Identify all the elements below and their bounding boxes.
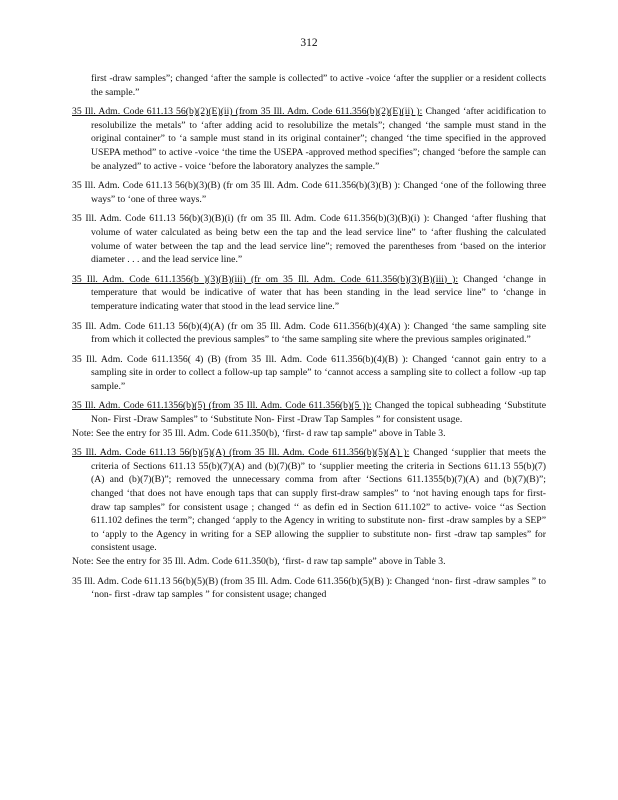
amendment-entry <box>72 320 546 347</box>
entry-text: Changed the topical subheading ‘Substitute Non- First -Draw Samples” to ‘Substitute Non- First -Draw Tap Samples ” for consistent usage. <box>91 400 547 426</box>
page-number: 312 <box>300 37 318 49</box>
entry-text: Changed ‘cannot gain entry to a sampling site in order to collect a follow-up tap sample” to ‘cannot access a sampling site to collect a follow -up tap sample.” <box>91 353 547 392</box>
amendment-entry <box>72 179 546 206</box>
citation-heading: 35 Ill. Adm. Code 611.13 56(b)(3)(B)(i) (fr om 35 Ill. Adm. Code 611.356(b)(3)(B)(i) ): <box>72 213 430 225</box>
amendment-entry <box>72 353 546 394</box>
amendment-entry <box>72 72 546 99</box>
entry-text: first -draw samples”; changed ‘after the sample is collected” to active -voice ‘after the supplier or a resident collects the sample.” <box>91 73 546 98</box>
citation-heading: 35 Ill. Adm. Code 611.1356(b)(5) (from 35 Ill. Adm. Code 611.356(b)(5 )): <box>72 400 372 412</box>
amendment-entry <box>72 273 546 314</box>
amendment-entry <box>72 446 546 568</box>
entry-note: Note: See the entry for 35 Ill. Adm. Code 611.350(b), ‘first- d raw tap sample” above in Table 3. <box>72 556 446 567</box>
entry-text: Changed ‘one of the following three ways” to ‘one of three ways.” <box>91 180 546 205</box>
entry-text: Changed ‘change in temperature that would be indicative of water that has been standing in the lead service line” to ‘change in temperature indicating water that stood in the lead service line.” <box>91 273 546 312</box>
entry-text: Changed ‘after flushing that volume of water calculated as being betw een the tap and the lead service line” to ‘after flushing the calculated volume of water between the tap and the lead service line”; removed the parentheses from ‘based on the interior diameter . . . and the lead service line.” <box>91 213 547 266</box>
amendment-entry <box>72 399 546 440</box>
citation-heading: 35 Ill. Adm. Code 611.13 56(b)(4)(A) (fr om 35 Ill. Adm. Code 611.356(b)(4)(A) ): <box>72 320 410 332</box>
entry-text: Changed ‘non- first -draw samples ” to ‘non- first -draw tap samples ” for consistent usage; changed <box>91 575 546 601</box>
entry-text: Changed ‘the same sampling site from which it collected the previous samples” to ‘the same sampling site where the previous samples originated.” <box>91 320 547 346</box>
amendment-entry <box>72 212 546 266</box>
citation-heading: 35 Ill. Adm. Code 611.1356(b )(3)(B)(iii) (fr om 35 Ill. Adm. Code 611.356(b)(3)(B)(iii) ): <box>72 273 459 285</box>
entry-text: Changed ‘after acidification to resolubilize the metals” to ‘after adding acid to resolubilize the metals”; changed ‘the sample must stand in the original container” to ‘a sample must stand in its original container”; changed ‘the time specified in the approved USEPA method” to active -voice ‘the time the USEPA -approved method specifies”; changed ‘before the sample can be analyzed” to active - voice ‘before the laboratory analyzes the sample.” <box>91 106 546 172</box>
entry-note: Note: See the entry for 35 Ill. Adm. Code 611.350(b), ‘first- d raw tap sample” above in Table 3. <box>72 427 446 439</box>
amendment-entry <box>72 105 546 173</box>
citation-heading: 35 Ill. Adm. Code 611.13 56(b)(5)(A) (from 35 Ill. Adm. Code 611.356(b)(5)(A) ): <box>72 447 410 459</box>
entry-text: Changed ‘supplier that meets the criteria of Sections 611.13 55(b)(7)(A) and (b)(7)(B)” to ‘supplier meeting the criteria in Sections 611.13 55(b)(7)(A) and (b)(7)(B)”; removed the unnecessary comma from after ‘Sections 611.1355(b)(7)(A) and (b)(7)(B)”; changed ‘that does not have enough taps that can supply first-draw samples” to ‘not having enough taps for first- draw tap samples” for consistent usage ; changed ‘‘ as defin ed in Section 611.102” to active- voice ‘‘as Section 611.102 defines the term”; changed ‘apply to the Agency in writing to substitute non- first -draw samples by a SEP” to ‘apply to the Agency in writing for a SEP allowing the supplier to substitute non- first -draw tap samples” for consistent usage. <box>91 447 546 554</box>
document-body <box>72 72 546 608</box>
citation-heading: 35 Ill. Adm. Code 611.13 56(b)(5)(B) (from 35 Ill. Adm. Code 611.356(b)(5)(B) ): <box>72 575 393 587</box>
citation-heading: 35 Ill. Adm. Code 611.13 56(b)(3)(B) (fr om 35 Ill. Adm. Code 611.356(b)(3)(B) ): <box>72 180 401 192</box>
amendment-entry <box>72 575 546 602</box>
citation-heading: 35 Ill. Adm. Code 611.13 56(b)(2)(E)(ii) (from 35 Ill. Adm. Code 611.356(b)(2)(E)(ii) ): <box>72 106 423 118</box>
citation-heading: 35 Ill. Adm. Code 611.1356( 4) (B) (from 35 Ill. Adm. Code 611.356(b)(4)(B) ): <box>72 353 409 365</box>
